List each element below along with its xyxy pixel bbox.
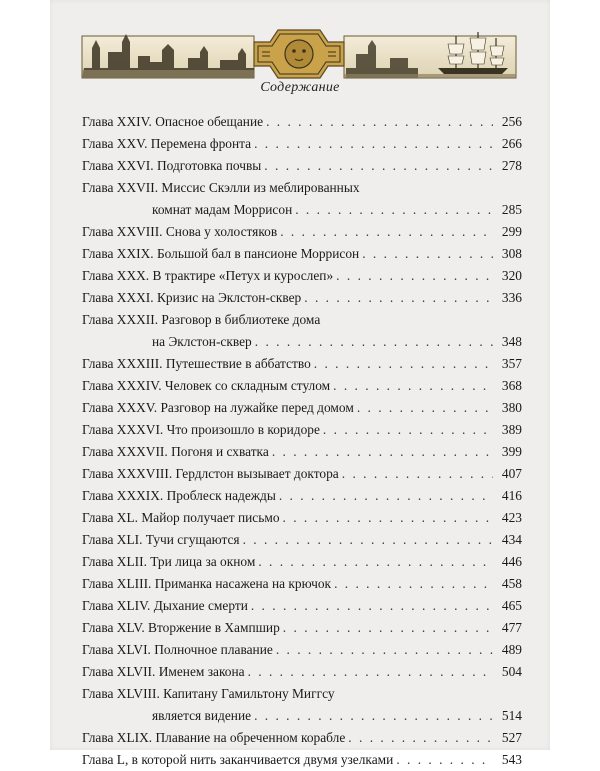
- toc-page-number: 458: [501, 576, 522, 591]
- dot-leader: [279, 485, 493, 507]
- dot-leader: [333, 375, 493, 397]
- section-title: Содержание: [260, 80, 340, 95]
- toc-entry: [82, 463, 522, 485]
- dot-leader: [266, 111, 493, 133]
- toc-entry: [82, 375, 522, 397]
- dot-leader: [283, 617, 493, 639]
- dot-leader: [255, 331, 493, 353]
- toc-entry-title: Глава XLVI. Полночное плавание: [82, 642, 273, 657]
- toc-page-number: 348: [501, 334, 522, 349]
- toc-page-number: 285: [501, 202, 522, 217]
- toc-entry-title-cont: комнат мадам Моррисон: [152, 202, 293, 217]
- toc-entry: [82, 353, 522, 375]
- toc-page-number: 489: [501, 642, 522, 657]
- toc-entry-continuation: [82, 331, 522, 353]
- toc-page-number: 514: [501, 708, 522, 723]
- toc-page-number: 423: [501, 510, 522, 525]
- toc-entry: [82, 485, 522, 507]
- dot-leader: [243, 529, 493, 551]
- toc-page-number: 399: [501, 444, 522, 459]
- dot-leader: [334, 573, 493, 595]
- toc-entry-title: Глава XXVII. Миссис Скэлли из меблированных: [82, 180, 360, 195]
- toc-entry-continuation: [82, 705, 522, 727]
- dot-leader: [357, 397, 493, 419]
- sailing-ship-icon: [344, 32, 516, 78]
- toc-entry-title: Глава XXVI. Подготовка почвы: [82, 158, 262, 173]
- toc-page-number: 368: [501, 378, 522, 393]
- toc-entry-title-cont: является видение: [152, 708, 252, 723]
- dot-leader: [248, 661, 493, 683]
- dot-leader: [272, 441, 493, 463]
- toc-entry-title: Глава XXXVIII. Гердлстон вызывает доктора: [82, 466, 339, 481]
- toc-page-number: 416: [501, 488, 522, 503]
- toc-entry: [82, 155, 522, 177]
- dot-leader: [254, 705, 493, 727]
- dot-leader: [276, 639, 493, 661]
- toc-entry: [82, 749, 522, 771]
- toc-entry: [82, 397, 522, 419]
- toc-page-number: 266: [501, 136, 522, 151]
- toc-entry: [82, 529, 522, 551]
- toc-entry-title: Глава XXX. В трактире «Петух и курослеп»: [82, 268, 334, 283]
- toc-entry-title: Глава XXXI. Кризис на Эклстон-сквер: [82, 290, 302, 305]
- toc-page-number: 308: [501, 246, 522, 261]
- dot-leader: [323, 419, 493, 441]
- toc-page-number: 434: [501, 532, 522, 547]
- dot-leader: [362, 243, 493, 265]
- toc-entry-title: Глава XXXVI. Что произошло в коридоре: [82, 422, 320, 437]
- toc-entry: [82, 573, 522, 595]
- toc-entry-title: Глава XLVII. Именем закона: [82, 664, 245, 679]
- toc-entry-title: Глава XXXIV. Человек со складным стулом: [82, 378, 331, 393]
- toc-entry: [82, 683, 522, 705]
- toc-entry: [82, 111, 522, 133]
- dot-leader: [254, 133, 493, 155]
- dot-leader: [348, 727, 493, 749]
- toc-entry: [82, 551, 522, 573]
- toc-entry: [82, 221, 522, 243]
- dot-leader: [342, 463, 493, 485]
- toc-page-number: 477: [501, 620, 522, 635]
- toc-entry: [82, 309, 522, 331]
- toc-entry-title: Глава XLIX. Плавание на обреченном корабле: [82, 730, 346, 745]
- toc-page-number: 504: [501, 664, 522, 679]
- toc-entry: [82, 177, 522, 199]
- toc-page-number: 380: [501, 400, 522, 415]
- dot-leader: [280, 221, 493, 243]
- toc-entry: [82, 441, 522, 463]
- toc-entry-title: Глава XL. Майор получает письмо: [82, 510, 280, 525]
- toc-entry-title: Глава XLIV. Дыхание смерти: [82, 598, 248, 613]
- toc-entry-title: Глава XXXV. Разговор на лужайке перед домом: [82, 400, 354, 415]
- toc-page-number: 446: [501, 554, 522, 569]
- toc-entry-title: Глава XLVIII. Капитану Гамильтону Миггсу: [82, 686, 335, 701]
- toc-entry-title: Глава XXV. Перемена фронта: [82, 136, 252, 151]
- toc-entry-title: Глава XXIV. Опасное обещание: [82, 114, 264, 129]
- toc-page-number: 543: [501, 752, 522, 767]
- toc-page-number: 389: [501, 422, 522, 437]
- toc-entry-title: Глава XLII. Три лица за окном: [82, 554, 256, 569]
- toc-page-number: 256: [501, 114, 522, 129]
- dot-leader: [314, 353, 493, 375]
- toc-entry: [82, 419, 522, 441]
- dot-leader: [251, 595, 493, 617]
- toc-entry: [82, 617, 522, 639]
- toc-page-number: 299: [501, 224, 522, 239]
- toc-page-number: 320: [501, 268, 522, 283]
- toc-page-number: 357: [501, 356, 522, 371]
- dot-leader: [264, 155, 493, 177]
- city-skyline-icon: [82, 34, 254, 78]
- toc-entry: [82, 265, 522, 287]
- toc-entry-title: Глава XXVIII. Снова у холостяков: [82, 224, 278, 239]
- lion-head-emblem-icon: [254, 30, 344, 78]
- toc-entry-title: Глава XXXIII. Путешествие в аббатство: [82, 356, 311, 371]
- table-of-contents: [82, 111, 522, 771]
- dot-leader: [283, 507, 493, 529]
- toc-entry-title-cont: на Эклстон-сквер: [152, 334, 252, 349]
- dot-leader: [396, 749, 493, 771]
- toc-entry-continuation: [82, 199, 522, 221]
- toc-entry: [82, 243, 522, 265]
- toc-entry-title: Глава XLIII. Приманка насажена на крючок: [82, 576, 332, 591]
- book-page: [50, 0, 550, 767]
- toc-entry-title: Глава L, в которой нить заканчивается двумя узелками: [82, 752, 394, 767]
- toc-entry-title: Глава XXXII. Разговор в библиотеке дома: [82, 312, 321, 327]
- toc-page-number: 465: [501, 598, 522, 613]
- toc-entry-title: Глава XLV. Вторжение в Хампшир: [82, 620, 280, 635]
- toc-entry: [82, 133, 522, 155]
- toc-entry-title: Глава XXXIX. Проблеск надежды: [82, 488, 276, 503]
- dot-leader: [304, 287, 493, 309]
- city-skyline-banner: [78, 22, 520, 84]
- toc-page-number: 527: [501, 730, 522, 745]
- toc-entry: [82, 639, 522, 661]
- toc-page-number: 278: [501, 158, 522, 173]
- dot-leader: [336, 265, 493, 287]
- dot-leader: [258, 551, 493, 573]
- toc-entry: [82, 661, 522, 683]
- dot-leader: [295, 199, 493, 221]
- toc-entry: [82, 595, 522, 617]
- toc-page-number: 407: [501, 466, 522, 481]
- toc-entry-title: Глава XLI. Тучи сгущаются: [82, 532, 240, 547]
- toc-entry-title: Глава XXIX. Большой бал в пансионе Моррисон: [82, 246, 360, 261]
- toc-entry: [82, 507, 522, 529]
- toc-page-number: 336: [501, 290, 522, 305]
- toc-entry: [82, 287, 522, 309]
- toc-entry: [82, 727, 522, 749]
- toc-entry-title: Глава XXXVII. Погоня и схватка: [82, 444, 269, 459]
